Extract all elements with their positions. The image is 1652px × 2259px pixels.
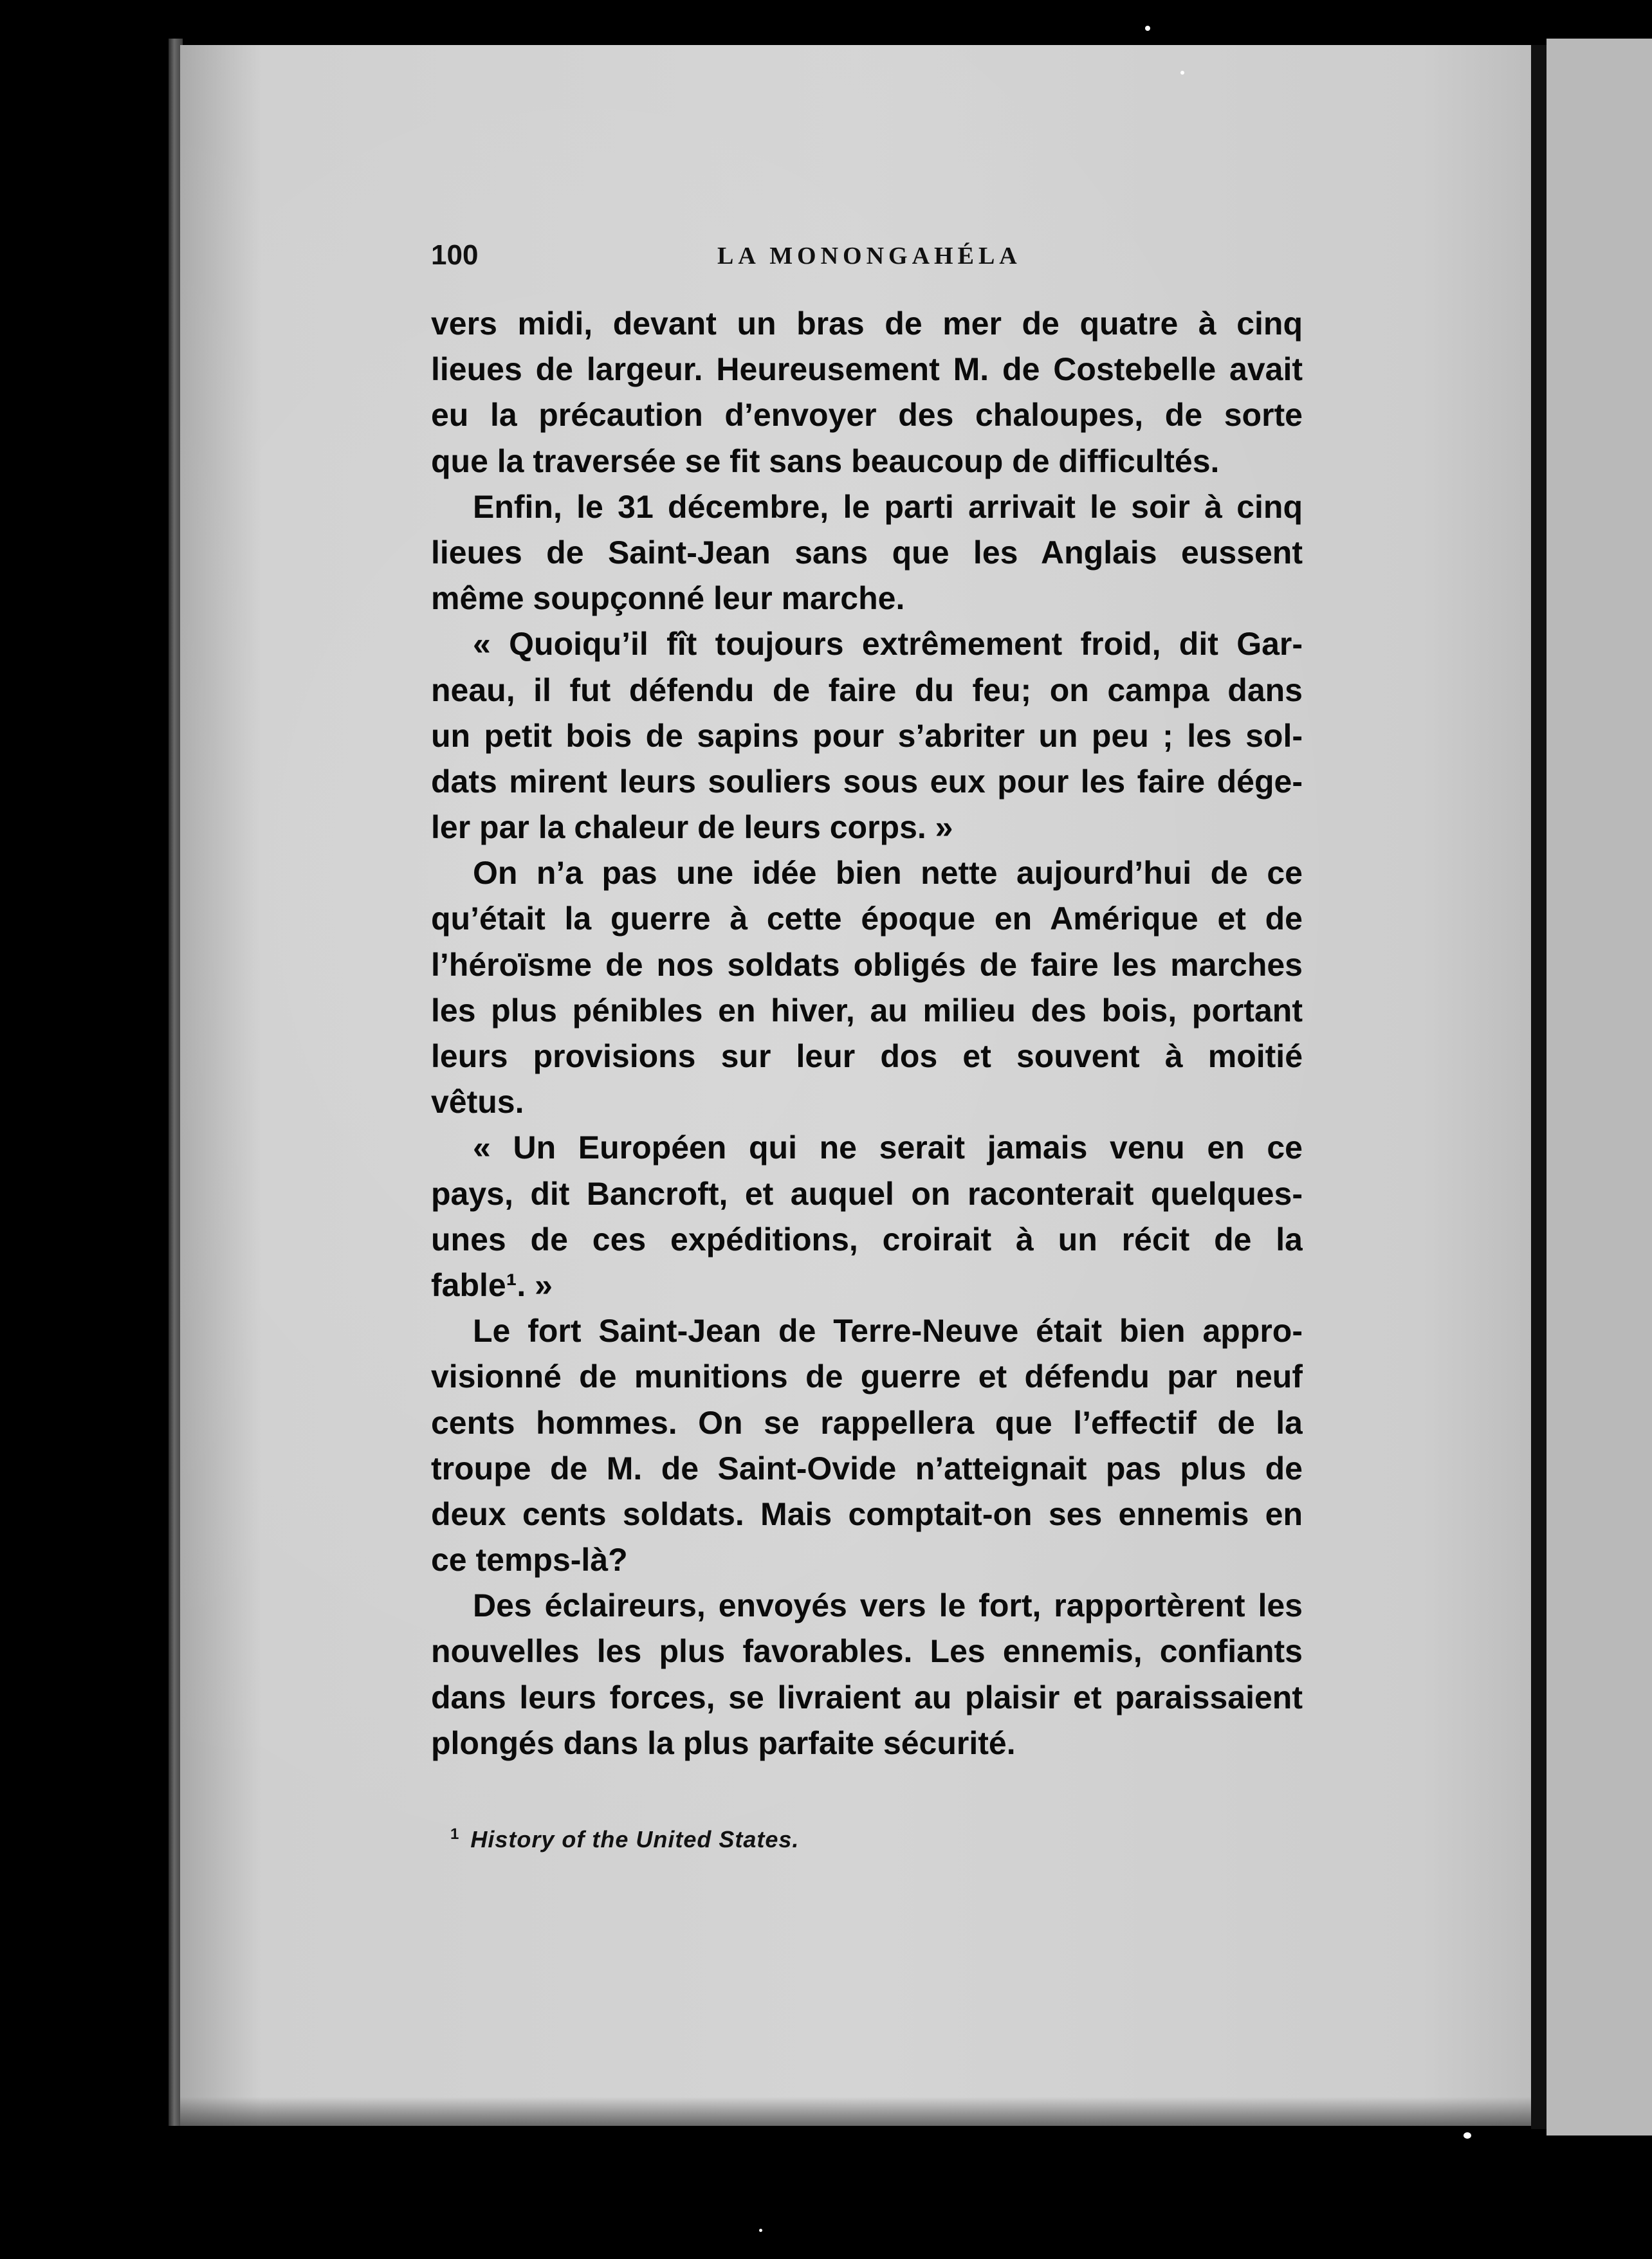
page-gutter-shadow — [1531, 45, 1546, 2129]
running-head — [431, 239, 1299, 278]
scan-speck — [1145, 26, 1150, 31]
scan-speck — [759, 2229, 762, 2232]
text-line: leurs provisions sur leur dos et souvent à moitié — [431, 1038, 1303, 1074]
scan-speck — [1180, 71, 1184, 75]
text-line: unes de ces expéditions, croirait à un récit de la — [431, 1221, 1303, 1258]
text-line: fable¹. » — [431, 1267, 553, 1303]
text-line: dats mirent leurs souliers sous eux pour les faire dége- — [431, 763, 1303, 800]
text-line: deux cents soldats. Mais comptait-on ses ennemis en — [431, 1495, 1303, 1532]
text-line: Des éclaireurs, envoyés vers le fort, rapportèrent les — [473, 1587, 1303, 1624]
text-line: pays, dit Bancroft, et auquel on raconterait quelques- — [431, 1175, 1303, 1212]
text-line: vêtus. — [431, 1084, 524, 1120]
text-line: On n’a pas une idée bien nette aujourd’hui de ce — [473, 855, 1303, 892]
text-line: les plus pénibles en hiver, au milieu des bois, portant — [431, 992, 1303, 1029]
text-line: même soupçonné leur marche. — [431, 580, 905, 617]
text-line: nouvelles les plus favorables. Les ennemis, confiants — [431, 1633, 1303, 1670]
facing-page-edge — [1546, 39, 1652, 2136]
text-line: l’héroïsme de nos soldats obligés de faire les marches — [431, 946, 1303, 983]
text-line: vers midi, devant un bras de mer de quatre à cinq — [431, 306, 1303, 342]
text-line: « Quoiqu’il fît toujours extrêmement froid, dit Gar- — [473, 626, 1303, 663]
text-line: un petit bois de sapins pour s’abriter un peu ; les sol- — [431, 717, 1303, 754]
running-title: LA MONONGAHÉLA — [717, 242, 1022, 270]
text-line: ce temps-là? — [431, 1542, 628, 1578]
footnote-mark: 1 — [450, 1825, 459, 1843]
scan-speck — [1464, 2132, 1471, 2139]
text-line: visionné de munitions de guerre et défendu par neuf — [431, 1358, 1303, 1395]
page-number: 100 — [431, 239, 479, 271]
text-line: « Un Européen qui ne serait jamais venu en ce — [473, 1130, 1303, 1166]
text-line: plongés dans la plus parfaite sécurité. — [431, 1724, 1016, 1761]
text-line: eu la précaution d’envoyer des chaloupes, de sorte — [431, 397, 1303, 434]
text-line: Le fort Saint-Jean de Terre-Neuve était bien appro- — [473, 1313, 1303, 1349]
text-line: qu’était la guerre à cette époque en Amérique et de — [431, 901, 1303, 937]
text-line: ler par la chaleur de leurs corps. » — [431, 809, 953, 846]
footnote-text: History of the United States. — [470, 1826, 800, 1852]
footnote — [450, 1825, 799, 1853]
page-bottom-shadow — [180, 2097, 1531, 2126]
text-line: que la traversée se fit sans beaucoup de difficultés. — [431, 443, 1220, 479]
body-text — [431, 301, 1303, 1766]
text-line: troupe de M. de Saint-Ovide n’atteignait pas plus de — [431, 1450, 1303, 1486]
text-line: Enfin, le 31 décembre, le parti arrivait le soir à cinq — [473, 488, 1303, 525]
text-line: cents hommes. On se rappellera que l’effectif de la — [431, 1404, 1303, 1441]
text-line: lieues de largeur. Heureusement M. de Costebelle avait — [431, 351, 1303, 388]
text-line: lieues de Saint-Jean sans que les Anglais eussent — [431, 534, 1303, 571]
text-line: dans leurs forces, se livraient au plaisir et paraissaient — [431, 1679, 1303, 1715]
text-line: neau, il fut défendu de faire du feu; on campa dans — [431, 672, 1303, 708]
